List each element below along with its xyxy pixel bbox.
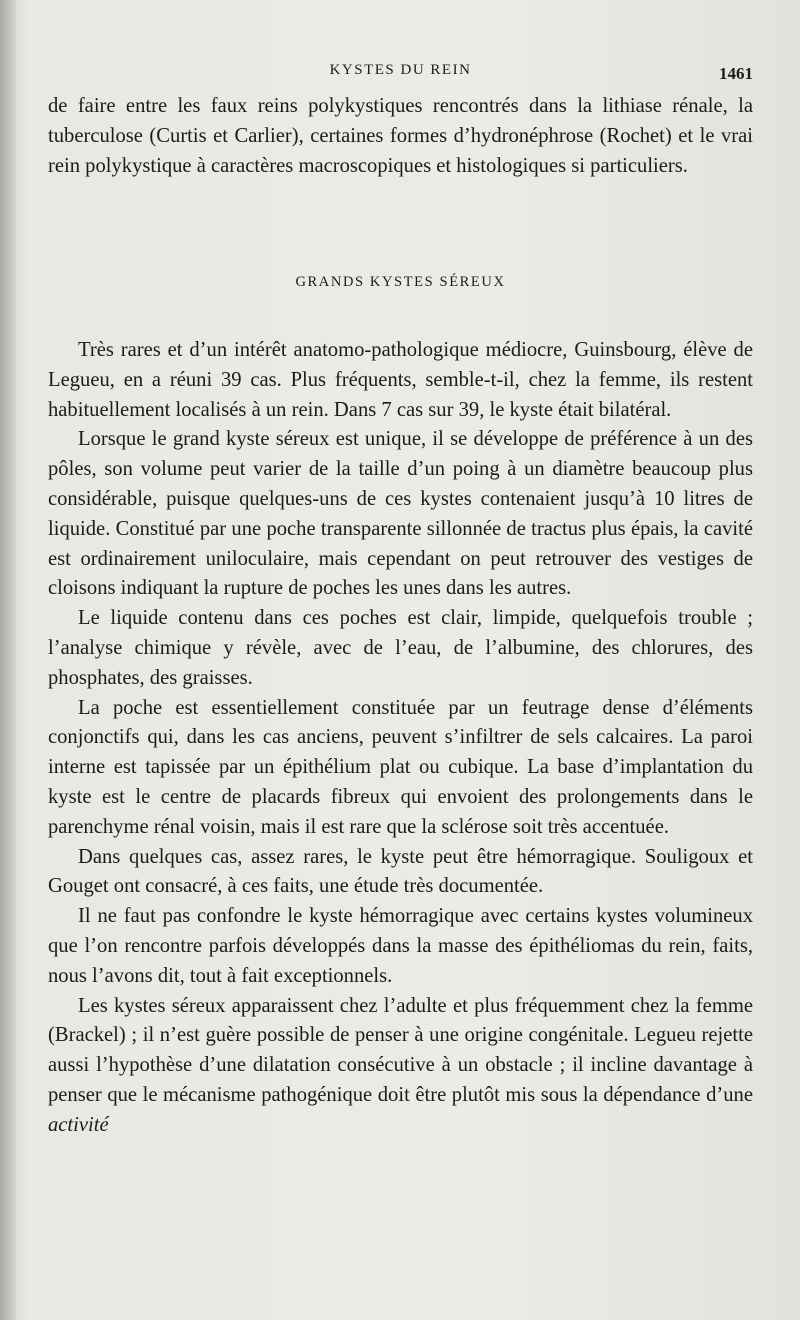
paragraph: Dans quelques cas, assez rares, le kyste peut être hémorragique. Souligoux et Gouget ont consacré, à ces faits, une étude très documentée. [48, 845, 753, 898]
running-title: KYSTES DU REIN [329, 62, 472, 78]
section-title: GRANDS KYSTES SÉREUX [295, 274, 506, 290]
paragraph: La poche est essentiellement constituée par un feutrage dense d’éléments conjonctifs qui, dans les cas anciens, peuvent s’infiltrer de sels calcaires. La paroi interne est tapissée par un épithélium plat ou cubique. La base d’implantation du kyste est le centre de placards fibreux qui envoient des prolongements dans le parenchyme rénal voisin, mais il est rare que la sclérose soit très accentuée. [48, 696, 753, 838]
page-edge-shadow [0, 0, 16, 1320]
paragraph: Il ne faut pas confondre le kyste hémorragique avec certains kystes volumineux que l’on rencontre parfois développés dans la masse des épithéliomas du rein, faits, nous l’avons dit, tout à fait exceptionnels. [48, 905, 753, 987]
paragraph: Très rares et d’un intérêt anatomo-pathologique médiocre, Guinsbourg, élève de Legueu, en a réuni 39 cas. Plus fréquents, semble-t-il, chez la femme, ils restent habituellement localisés à un rein. Dans 7 cas sur 39, le kyste était bilatéral. [48, 339, 753, 421]
body-text-block [48, 336, 753, 1141]
page-header [48, 62, 753, 88]
emphasis-word: activité [48, 1113, 109, 1136]
paragraph-last [48, 992, 753, 1141]
page-number: 1461 [719, 64, 753, 83]
paragraph: Lorsque le grand kyste séreux est unique, il se développe de préférence à un des pôles, son volume peut varier de la taille d’un poing à un diamètre beaucoup plus considérable, puisque quelques-uns de ces kystes contenaient jusqu’à 10 litres de liquide. Constitué par une poche transparente sillonnée de tractus plus épais, la cavité est ordinairement uniloculaire, mais cependant on peut retrouver des vestiges de cloisons indiquant la rupture de poches les unes dans les autres. [48, 428, 753, 600]
intro-text-block [48, 92, 753, 181]
paragraph: Le liquide contenu dans ces poches est clair, limpide, quelquefois trouble ; l’analyse chimique y révèle, avec de l’eau, de l’albumine, des chlorures, des phosphates, des graisses. [48, 607, 753, 689]
paragraph-continuation: de faire entre les faux reins polykystiques rencontrés dans la lithiase rénale, la tuberculose (Curtis et Carlier), certaines formes d’hydronéphrose (Rochet) et le vrai rein polykystique à caractères macroscopiques et histologiques si particuliers. [48, 95, 753, 177]
paragraph-last-text: Les kystes séreux apparaissent chez l’adulte et plus fréquemment chez la femme (Brackel) ; il n’est guère possible de penser à une origine congénitale. Legueu rejette aussi l’hypothèse d’une dilatation consécutive à un obstacle ; il incline davantage à penser que le mécanisme pathogénique doit être plutôt mis sous la dépendance d’une [48, 994, 753, 1106]
